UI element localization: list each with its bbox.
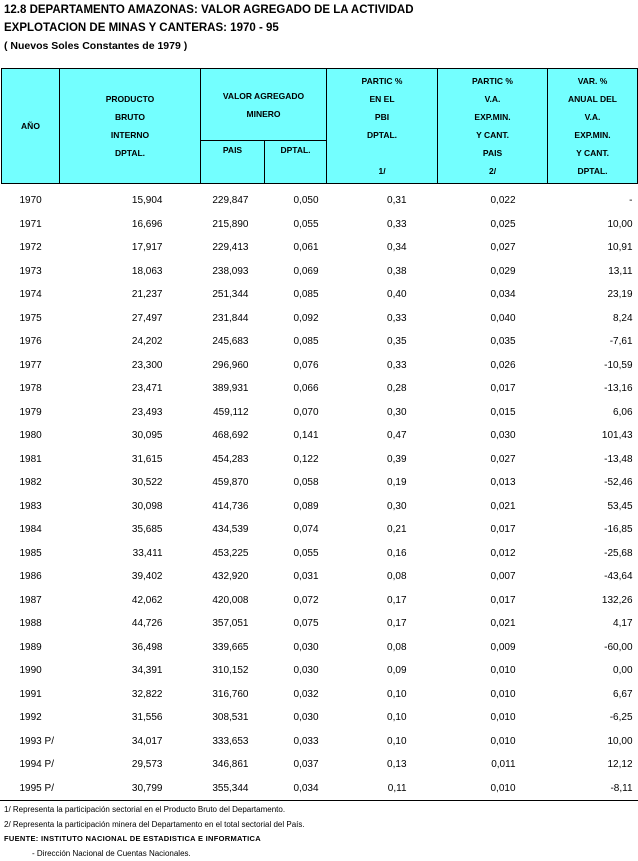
cell-year: 1984: [19, 524, 42, 536]
cell-va-dptal: 0,089: [293, 500, 319, 512]
cell-year: 1987: [19, 594, 42, 606]
table-row: [2, 213, 638, 237]
cell-partic-va: 0,030: [490, 430, 516, 442]
cell-year: 1986: [19, 571, 42, 583]
cell-partic-va: 0,035: [490, 336, 516, 348]
table-row: [2, 401, 638, 425]
header-year: AÑO: [2, 69, 60, 184]
cell-pbi: 32,822: [131, 688, 163, 700]
cell-partic-va: 0,017: [490, 594, 516, 606]
cell-partic-va: 0,015: [490, 406, 516, 418]
cell-partic-va: 0,010: [490, 688, 516, 700]
cell-var: 10,91: [607, 242, 633, 254]
cell-partic-va: 0,040: [490, 312, 516, 324]
cell-va-pais: 355,344: [212, 782, 249, 794]
header-partic-pbi: PARTIC % EN EL PBI DPTAL. 1/: [327, 69, 438, 184]
cell-va-pais: 420,008: [212, 594, 249, 606]
cell-partic-va: 0,010: [490, 665, 516, 677]
cell-partic-pbi: 0,31: [387, 195, 407, 207]
cell-va-dptal: 0,141: [293, 430, 319, 442]
table-row: [2, 659, 638, 683]
cell-var: -10,59: [604, 359, 633, 371]
cell-va-dptal: 0,032: [293, 688, 319, 700]
cell-partic-pbi: 0,10: [387, 735, 407, 747]
cell-va-pais: 389,931: [212, 383, 249, 395]
cell-partic-pbi: 0,19: [387, 477, 407, 489]
table-row: [2, 518, 638, 542]
cell-var: 0,00: [613, 665, 633, 677]
cell-var: 6,67: [613, 688, 633, 700]
cell-year: 1975: [19, 312, 42, 324]
cell-year: 1970: [19, 195, 42, 207]
cell-partic-va: 0,026: [490, 359, 516, 371]
cell-pbi: 29,573: [131, 759, 163, 771]
cell-va-dptal: 0,085: [293, 336, 319, 348]
footnote-2: 2/ Representa la participación minera del Departamento en el total sectorial del País.: [4, 820, 305, 829]
cell-pbi: 30,095: [131, 430, 163, 442]
cell-va-dptal: 0,037: [293, 759, 319, 771]
cell-va-pais: 459,112: [213, 406, 249, 418]
cell-partic-pbi: 0,33: [387, 218, 407, 230]
table-units: ( Nuevos Soles Constantes de 1979 ): [4, 40, 188, 52]
cell-year: 1978: [19, 383, 42, 395]
cell-va-pais: 339,665: [212, 641, 249, 653]
cell-partic-pbi: 0,33: [387, 312, 407, 324]
cell-va-pais: 346,861: [212, 759, 249, 771]
cell-var: -13,48: [604, 453, 633, 465]
cell-partic-va: 0,029: [490, 265, 516, 277]
cell-partic-va: 0,012: [490, 547, 516, 559]
cell-va-pais: 251,344: [212, 289, 249, 301]
cell-partic-pbi: 0,13: [387, 759, 407, 771]
cell-va-pais: 333,653: [212, 735, 249, 747]
cell-year: 1994 P/: [19, 759, 54, 771]
cell-year: 1989: [19, 641, 42, 653]
cell-va-dptal: 0,075: [293, 618, 319, 630]
table-row: [2, 307, 638, 331]
cell-var: 4,17: [613, 618, 633, 630]
table-row: [2, 184, 638, 213]
cell-va-dptal: 0,030: [293, 641, 319, 653]
cell-partic-va: 0,021: [490, 500, 516, 512]
cell-partic-pbi: 0,08: [387, 641, 407, 653]
table-row: [2, 730, 638, 754]
cell-var: -43,64: [604, 571, 633, 583]
data-table: [1, 68, 638, 800]
cell-var: 8,24: [613, 312, 633, 324]
cell-partic-pbi: 0,10: [387, 712, 407, 724]
cell-pbi: 21,237: [131, 289, 163, 301]
table-row: [2, 612, 638, 636]
cell-year: 1977: [19, 359, 42, 371]
cell-pbi: 30,799: [131, 782, 163, 794]
cell-partic-pbi: 0,40: [387, 289, 407, 301]
cell-var: 23,19: [607, 289, 633, 301]
table-row: [2, 471, 638, 495]
cell-partic-pbi: 0,34: [387, 242, 407, 254]
cell-va-dptal: 0,085: [293, 289, 319, 301]
cell-partic-va: 0,007: [490, 571, 516, 583]
cell-va-dptal: 0,072: [293, 594, 319, 606]
cell-pbi: 34,391: [131, 665, 163, 677]
header-var: VAR. % ANUAL DEL V.A. EXP.MIN. Y CANT. DPTAL.: [548, 69, 638, 184]
footer-divider: [0, 800, 638, 801]
cell-va-pais: 454,283: [212, 453, 249, 465]
cell-var: -25,68: [604, 547, 633, 559]
cell-partic-pbi: 0,17: [387, 594, 407, 606]
cell-pbi: 39,402: [131, 571, 163, 583]
cell-var: 12,12: [607, 759, 633, 771]
table-subtitle: EXPLOTACION DE MINAS Y CANTERAS: 1970 - 95: [4, 22, 279, 34]
cell-partic-va: 0,010: [490, 735, 516, 747]
cell-pbi: 23,300: [131, 359, 163, 371]
cell-partic-va: 0,013: [490, 477, 516, 489]
cell-va-pais: 238,093: [212, 265, 249, 277]
cell-year: 1971: [19, 218, 42, 230]
cell-pbi: 27,497: [131, 312, 163, 324]
cell-year: 1981: [19, 453, 42, 465]
source-subline: - Dirección Nacional de Cuentas Nacionales.: [32, 849, 191, 858]
cell-var: -13,16: [604, 383, 633, 395]
cell-year: 1982: [19, 477, 42, 489]
cell-va-pais: 229,413: [212, 242, 249, 254]
cell-va-dptal: 0,122: [293, 453, 319, 465]
table-row: [2, 565, 638, 589]
cell-pbi: 42,062: [131, 594, 163, 606]
cell-partic-pbi: 0,39: [387, 453, 407, 465]
cell-var: -8,11: [610, 782, 633, 794]
cell-partic-pbi: 0,35: [387, 336, 407, 348]
cell-va-dptal: 0,030: [293, 665, 319, 677]
cell-partic-pbi: 0,38: [387, 265, 407, 277]
cell-partic-va: 0,009: [490, 641, 516, 653]
cell-var: -: [629, 195, 633, 207]
cell-var: 13,11: [608, 265, 633, 277]
cell-pbi: 24,202: [131, 336, 163, 348]
cell-partic-pbi: 0,28: [387, 383, 407, 395]
table-row: [2, 283, 638, 307]
table-row: [2, 542, 638, 566]
cell-va-pais: 432,920: [212, 571, 249, 583]
cell-va-dptal: 0,055: [293, 218, 319, 230]
cell-pbi: 31,615: [131, 453, 163, 465]
table-body: [2, 184, 638, 801]
cell-partic-va: 0,010: [490, 782, 516, 794]
cell-va-dptal: 0,076: [293, 359, 319, 371]
cell-var: 10,00: [607, 218, 633, 230]
cell-partic-pbi: 0,33: [387, 359, 407, 371]
cell-var: -52,46: [604, 477, 633, 489]
cell-var: 10,00: [607, 735, 633, 747]
cell-partic-pbi: 0,47: [387, 430, 407, 442]
cell-var: 101,43: [601, 430, 633, 442]
cell-va-dptal: 0,092: [293, 312, 319, 324]
cell-partic-pbi: 0,16: [387, 547, 407, 559]
cell-va-pais: 310,152: [212, 665, 249, 677]
cell-va-pais: 434,539: [212, 524, 249, 536]
cell-var: -7,61: [609, 336, 633, 348]
table-row: [2, 683, 638, 707]
cell-year: 1973: [19, 265, 42, 277]
cell-pbi: 16,696: [131, 218, 163, 230]
cell-partic-va: 0,027: [490, 242, 516, 254]
cell-va-dptal: 0,069: [293, 265, 319, 277]
cell-var: -6,25: [609, 712, 633, 724]
cell-year: 1990: [19, 665, 42, 677]
cell-year: 1979: [19, 406, 42, 418]
cell-partic-va: 0,034: [490, 289, 516, 301]
cell-pbi: 23,493: [131, 406, 163, 418]
table-row: [2, 636, 638, 660]
header-va-group: VALOR AGREGADO MINERO: [201, 69, 327, 141]
cell-partic-pbi: 0,17: [387, 618, 407, 630]
cell-var: 6,06: [613, 406, 633, 418]
header-va-pais: PAIS: [201, 141, 265, 184]
cell-var: 132,26: [601, 594, 633, 606]
cell-va-dptal: 0,050: [293, 195, 319, 207]
cell-pbi: 30,522: [131, 477, 163, 489]
cell-pbi: 31,556: [131, 712, 163, 724]
cell-va-dptal: 0,055: [293, 547, 319, 559]
cell-pbi: 30,098: [131, 500, 163, 512]
footnote-1: 1/ Representa la participación sectorial en el Producto Bruto del Departamento.: [4, 805, 286, 814]
cell-partic-va: 0,022: [490, 195, 516, 207]
cell-pbi: 15,904: [131, 195, 163, 207]
source-line: FUENTE: INSTITUTO NACIONAL DE ESTADISTICA E INFORMATICA: [4, 834, 261, 843]
header-partic-va: PARTIC % V.A. EXP.MIN. Y CANT. PAIS 2/: [438, 69, 548, 184]
table-row: [2, 424, 638, 448]
table-row: [2, 377, 638, 401]
cell-partic-pbi: 0,10: [387, 688, 407, 700]
cell-year: 1991: [19, 688, 42, 700]
cell-va-dptal: 0,031: [293, 571, 319, 583]
cell-va-pais: 453,225: [212, 547, 249, 559]
header-va-dptal: DPTAL.: [265, 141, 327, 184]
cell-va-pais: 357,051: [212, 618, 249, 630]
table-row: [2, 753, 638, 777]
cell-pbi: 34,017: [131, 735, 163, 747]
cell-pbi: 36,498: [131, 641, 163, 653]
cell-va-pais: 296,960: [212, 359, 249, 371]
cell-pbi: 35,685: [131, 524, 163, 536]
cell-pbi: 18,063: [131, 265, 163, 277]
cell-partic-pbi: 0,30: [387, 406, 407, 418]
cell-var: 53,45: [607, 500, 633, 512]
cell-year: 1988: [19, 618, 42, 630]
cell-var: -60,00: [604, 641, 633, 653]
cell-year: 1974: [19, 289, 42, 301]
cell-partic-pbi: 0,08: [387, 571, 407, 583]
cell-partic-pbi: 0,21: [387, 524, 407, 536]
table-row: [2, 354, 638, 378]
cell-year: 1983: [19, 500, 42, 512]
cell-pbi: 44,726: [131, 618, 163, 630]
cell-va-dptal: 0,058: [293, 477, 319, 489]
table-row: [2, 777, 638, 801]
cell-partic-va: 0,025: [490, 218, 516, 230]
cell-partic-va: 0,017: [490, 524, 516, 536]
table-row: [2, 236, 638, 260]
cell-year: 1985: [19, 547, 42, 559]
cell-va-dptal: 0,061: [293, 242, 319, 254]
header-pbi: PRODUCTO BRUTO INTERNO DPTAL.: [60, 69, 201, 184]
cell-year: 1976: [19, 336, 42, 348]
cell-va-dptal: 0,034: [293, 782, 319, 794]
cell-va-dptal: 0,070: [293, 406, 319, 418]
cell-pbi: 23,471: [131, 383, 163, 395]
cell-va-pais: 215,890: [212, 218, 249, 230]
cell-pbi: 33,411: [132, 547, 163, 559]
cell-var: -16,85: [604, 524, 633, 536]
cell-va-pais: 231,844: [212, 312, 249, 324]
table-row: [2, 260, 638, 284]
cell-year: 1980: [19, 430, 42, 442]
cell-va-pais: 459,870: [212, 477, 249, 489]
cell-va-pais: 308,531: [212, 712, 249, 724]
table-row: [2, 330, 638, 354]
cell-va-pais: 468,692: [212, 430, 249, 442]
cell-va-dptal: 0,074: [293, 524, 319, 536]
cell-va-pais: 245,683: [212, 336, 249, 348]
cell-pbi: 17,917: [131, 242, 163, 254]
table-row: [2, 495, 638, 519]
cell-partic-va: 0,010: [490, 712, 516, 724]
cell-partic-pbi: 0,09: [387, 665, 407, 677]
cell-va-pais: 229,847: [212, 195, 249, 207]
cell-year: 1993 P/: [19, 735, 54, 747]
cell-va-dptal: 0,030: [293, 712, 319, 724]
cell-partic-va: 0,011: [491, 759, 516, 771]
cell-partic-va: 0,021: [490, 618, 516, 630]
cell-partic-pbi: 0,30: [387, 500, 407, 512]
cell-va-pais: 414,736: [212, 500, 249, 512]
cell-partic-pbi: 0,11: [387, 782, 407, 794]
table-row: [2, 448, 638, 472]
cell-year: 1972: [19, 242, 42, 254]
table-row: [2, 706, 638, 730]
cell-va-dptal: 0,066: [293, 383, 319, 395]
cell-va-dptal: 0,033: [293, 735, 319, 747]
cell-va-pais: 316,760: [212, 688, 249, 700]
cell-partic-va: 0,017: [490, 383, 516, 395]
cell-year: 1992: [19, 712, 42, 724]
cell-year: 1995 P/: [19, 782, 54, 794]
cell-partic-va: 0,027: [490, 453, 516, 465]
table-row: [2, 589, 638, 613]
table-title: 12.8 DEPARTAMENTO AMAZONAS: VALOR AGREGADO DE LA ACTIVIDAD: [4, 4, 414, 16]
